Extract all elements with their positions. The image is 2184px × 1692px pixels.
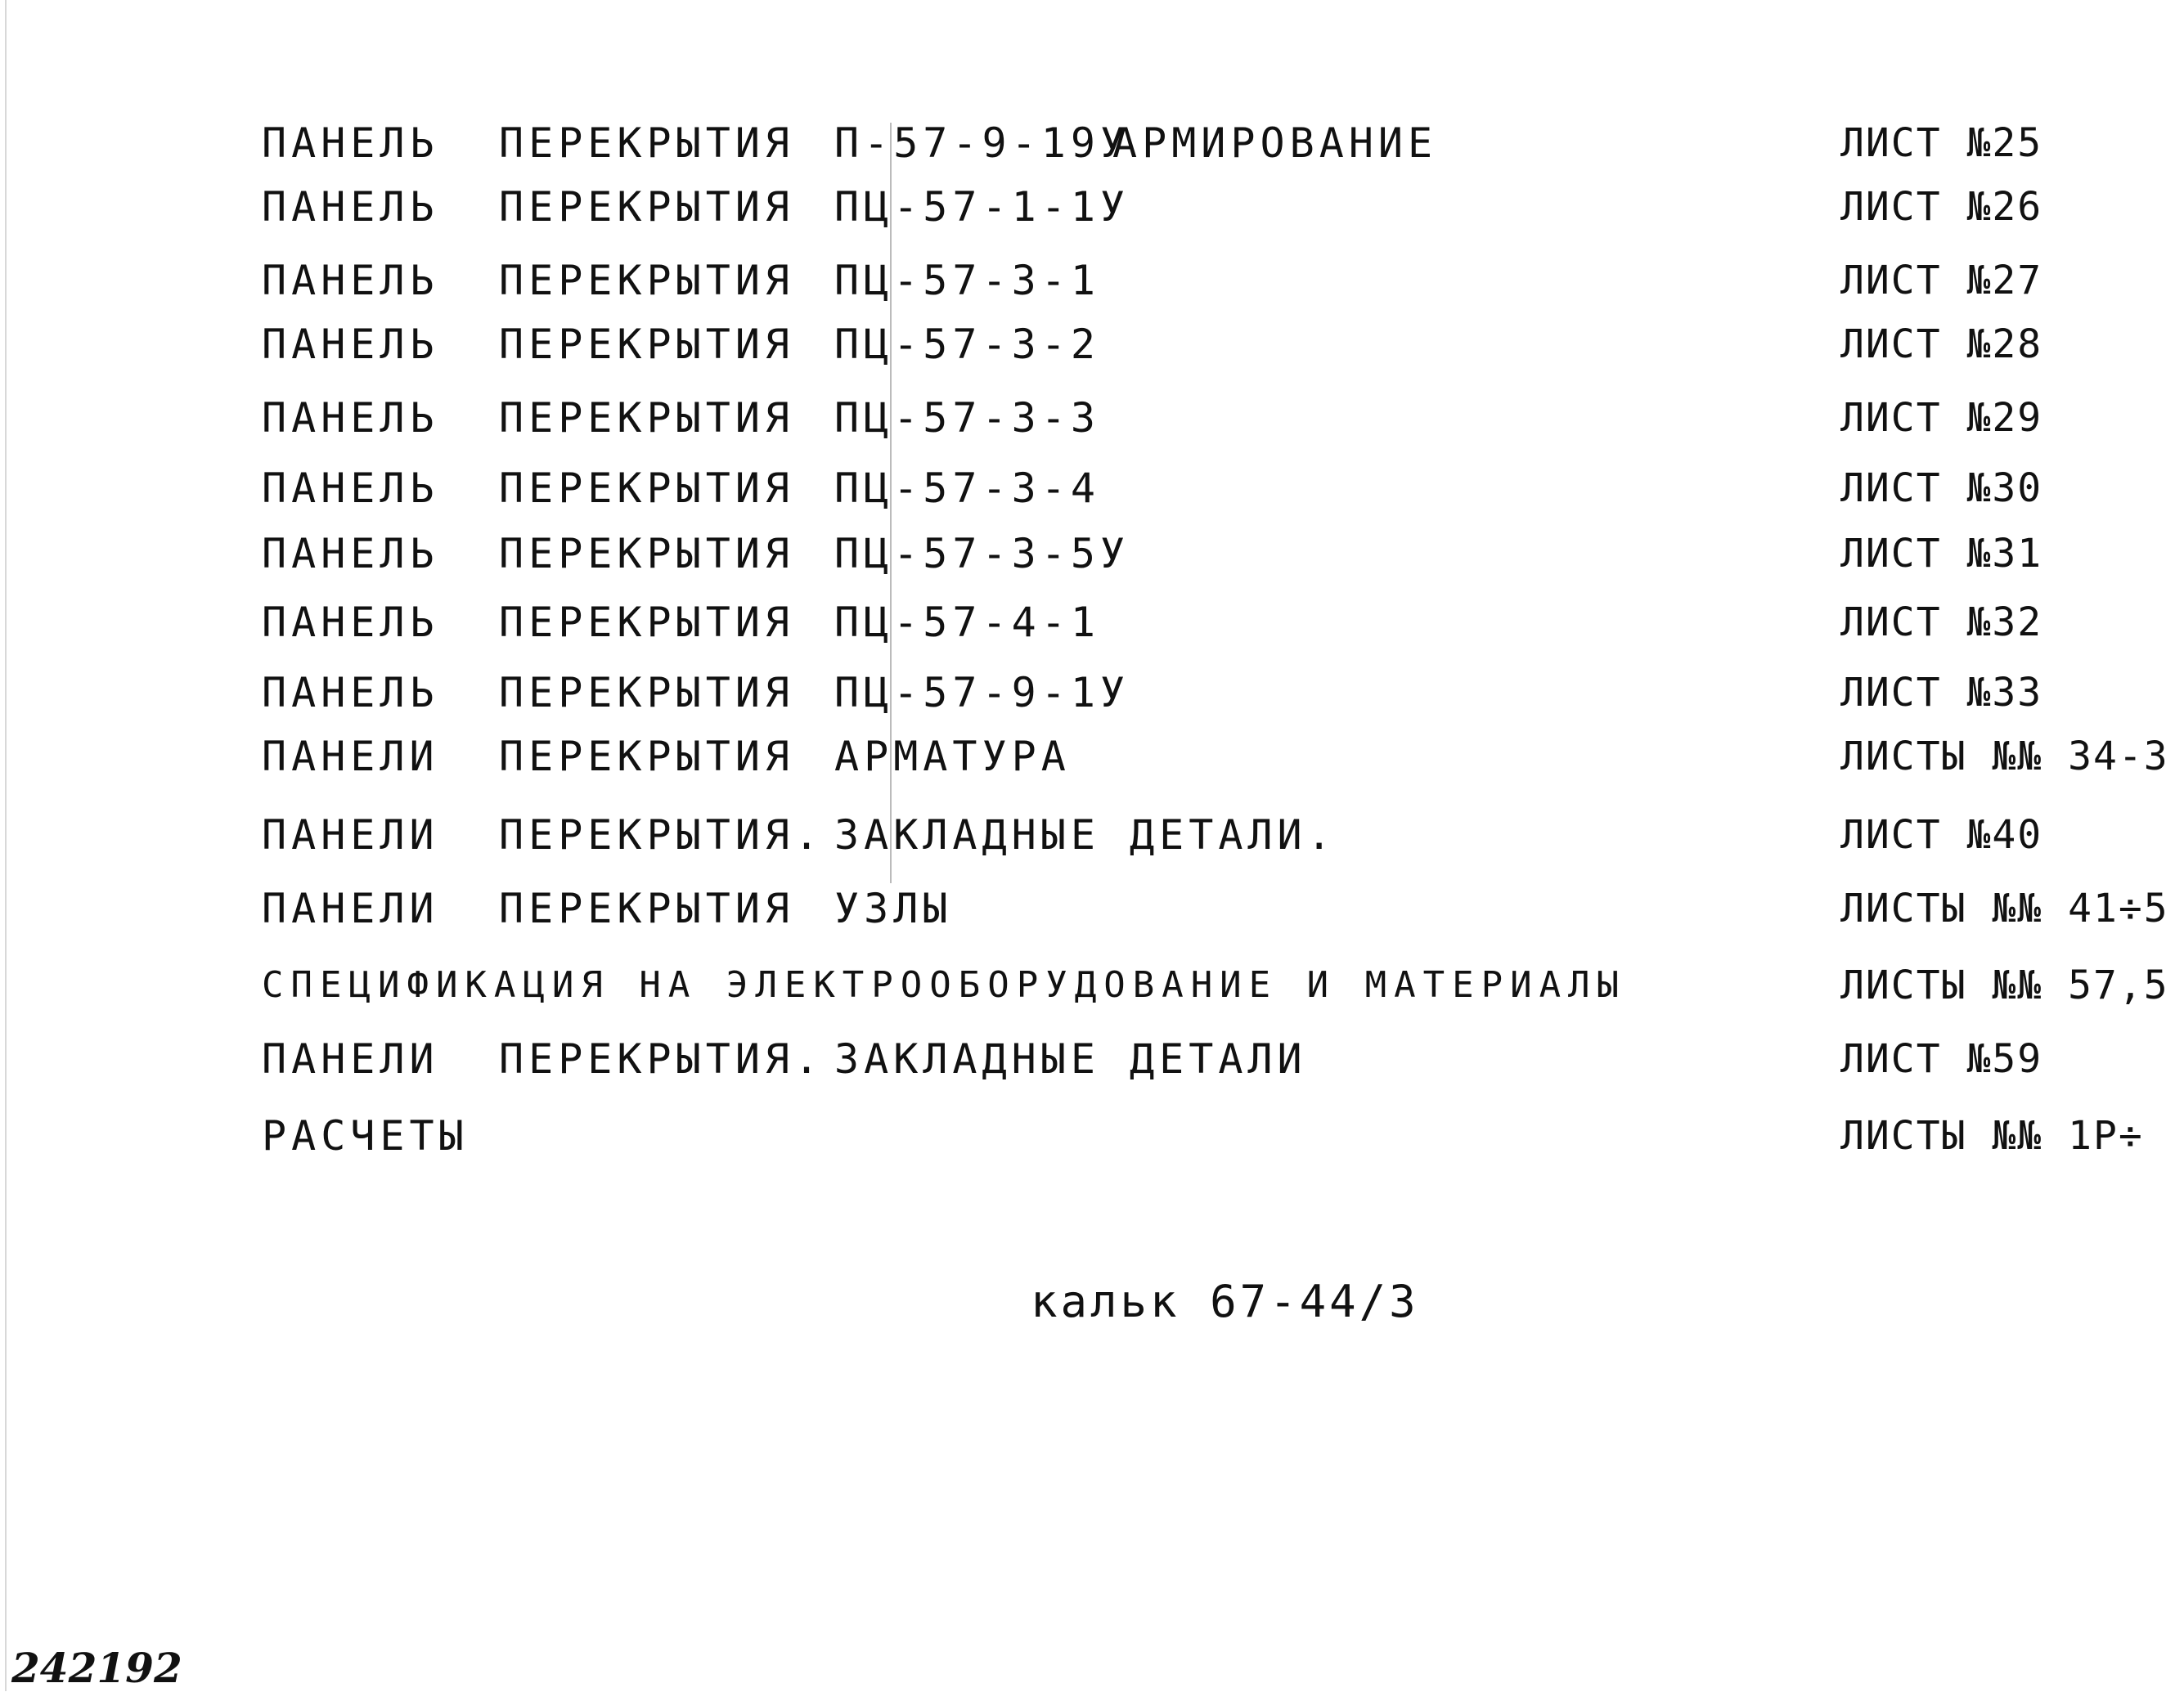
entry-sheet: ЛИСТЫ №№ 41÷5 bbox=[1840, 886, 2169, 931]
entry-element: ПЕРЕКРЫТИЯ bbox=[499, 530, 795, 577]
list-item bbox=[262, 460, 2143, 525]
entry-sheet: ЛИСТ №32 bbox=[1840, 599, 2043, 645]
list-item bbox=[262, 178, 2143, 244]
entry-element: ПЕРЕКРЫТИЯ bbox=[499, 465, 795, 512]
scan-edge bbox=[5, 0, 7, 1691]
entry-element: ПЕРЕКРЫТИЯ bbox=[499, 257, 795, 304]
entry-type: СПЕЦИФИКАЦИЯ НА ЭЛЕКТРООБОРУДОВАНИЕ И МАТЕРИАЛЫ bbox=[262, 964, 1627, 1006]
entry-element: ПЕРЕКРЫТИЯ bbox=[499, 885, 795, 932]
entry-type: ПАНЕЛЬ bbox=[262, 183, 439, 231]
entry-sheet: ЛИСТ №25 bbox=[1840, 120, 2043, 166]
entry-sheet: ЛИСТ №33 bbox=[1840, 670, 2043, 716]
entry-mark: ПЦ-57-3-5У bbox=[834, 530, 1130, 577]
entry-mark: ПЦ-57-1-1У bbox=[834, 183, 1130, 231]
entry-element: ПЕРЕКРЫТИЯ bbox=[499, 669, 795, 716]
entry-sheet: ЛИСТ №59 bbox=[1840, 1036, 2043, 1082]
entry-sheet: ЛИСТЫ №№ 57,5 bbox=[1840, 963, 2169, 1008]
entry-mark: ПЦ-57-3-2 bbox=[834, 321, 1100, 368]
entry-element: ПЕРЕКРЫТИЯ. bbox=[499, 1035, 825, 1083]
entry-type: РАСЧЕТЫ bbox=[262, 1112, 469, 1160]
list-item bbox=[262, 880, 2169, 945]
entry-sheet: ЛИСТЫ №№ 1Р÷ bbox=[1840, 1113, 2144, 1159]
entry-mark: ПЦ-57-3-4 bbox=[834, 465, 1100, 512]
entry-sheet: ЛИСТ №30 bbox=[1840, 465, 2043, 511]
entry-mark: УЗЛЫ bbox=[834, 885, 953, 932]
list-item bbox=[262, 316, 2143, 381]
entry-type: ПАНЕЛЬ bbox=[262, 119, 439, 167]
entry-mark: ПЦ-57-3-3 bbox=[834, 394, 1100, 442]
entry-mark: ПЦ-57-4-1 bbox=[834, 599, 1100, 646]
entry-element: ПЕРЕКРЫТИЯ bbox=[499, 119, 795, 167]
entry-mark: АРМАТУРА bbox=[834, 733, 1071, 780]
entry-type: ПАНЕЛЬ bbox=[262, 321, 439, 368]
entry-type: ПАНЕЛИ bbox=[262, 733, 439, 780]
entry-sheet: ЛИСТ №27 bbox=[1840, 258, 2043, 303]
entry-mark: ЗАКЛАДНЫЕ ДЕТАЛИ. bbox=[834, 811, 1337, 859]
entry-sheet: ЛИСТ №31 bbox=[1840, 531, 2043, 577]
entry-mark: П-57-9-19У bbox=[834, 119, 1130, 167]
entry-type: ПАНЕЛЬ bbox=[262, 530, 439, 577]
entry-mark: ЗАКЛАДНЫЕ ДЕТАЛИ bbox=[834, 1035, 1307, 1083]
list-item bbox=[262, 806, 2143, 872]
entry-type: ПАНЕЛЬ bbox=[262, 599, 439, 646]
entry-sheet: ЛИСТ №28 bbox=[1840, 321, 2043, 367]
list-item bbox=[262, 389, 2143, 455]
archive-number: 242192 bbox=[11, 1644, 182, 1692]
list-item bbox=[262, 1030, 2143, 1096]
list-item bbox=[262, 1107, 2143, 1173]
entry-type: ПАНЕЛЬ bbox=[262, 394, 439, 442]
entry-mark: ПЦ-57-9-1У bbox=[834, 669, 1130, 716]
entry-element: ПЕРЕКРЫТИЯ. bbox=[499, 811, 825, 859]
entry-note: АРМИРОВАНИЕ bbox=[1112, 119, 1438, 167]
entry-type: ПАНЕЛИ bbox=[262, 885, 439, 932]
entry-type: ПАНЕЛИ bbox=[262, 811, 439, 859]
list-item bbox=[262, 594, 2143, 659]
list-item bbox=[262, 728, 2169, 793]
entry-type: ПАНЕЛИ bbox=[262, 1035, 439, 1083]
list-item bbox=[262, 525, 2143, 590]
entry-type: ПАНЕЛЬ bbox=[262, 257, 439, 304]
entry-element: ПЕРЕКРЫТИЯ bbox=[499, 599, 795, 646]
tracing-code: кальк 67-44/3 bbox=[1031, 1276, 1419, 1327]
list-item bbox=[262, 114, 2143, 180]
list-item bbox=[262, 664, 2143, 729]
entry-element: ПЕРЕКРЫТИЯ bbox=[499, 733, 795, 780]
entry-type: ПАНЕЛЬ bbox=[262, 669, 439, 716]
list-item bbox=[262, 957, 2169, 1022]
entry-element: ПЕРЕКРЫТИЯ bbox=[499, 394, 795, 442]
list-item bbox=[262, 252, 2143, 317]
entry-element: ПЕРЕКРЫТИЯ bbox=[499, 321, 795, 368]
entry-mark: ПЦ-57-3-1 bbox=[834, 257, 1100, 304]
entry-element: ПЕРЕКРЫТИЯ bbox=[499, 183, 795, 231]
entry-sheet: ЛИСТ №40 bbox=[1840, 812, 2043, 858]
entry-sheet: ЛИСТ №26 bbox=[1840, 184, 2043, 230]
entry-type: ПАНЕЛЬ bbox=[262, 465, 439, 512]
entry-sheet: ЛИСТ №29 bbox=[1840, 395, 2043, 441]
entry-sheet: ЛИСТЫ №№ 34-3 bbox=[1840, 734, 2169, 779]
